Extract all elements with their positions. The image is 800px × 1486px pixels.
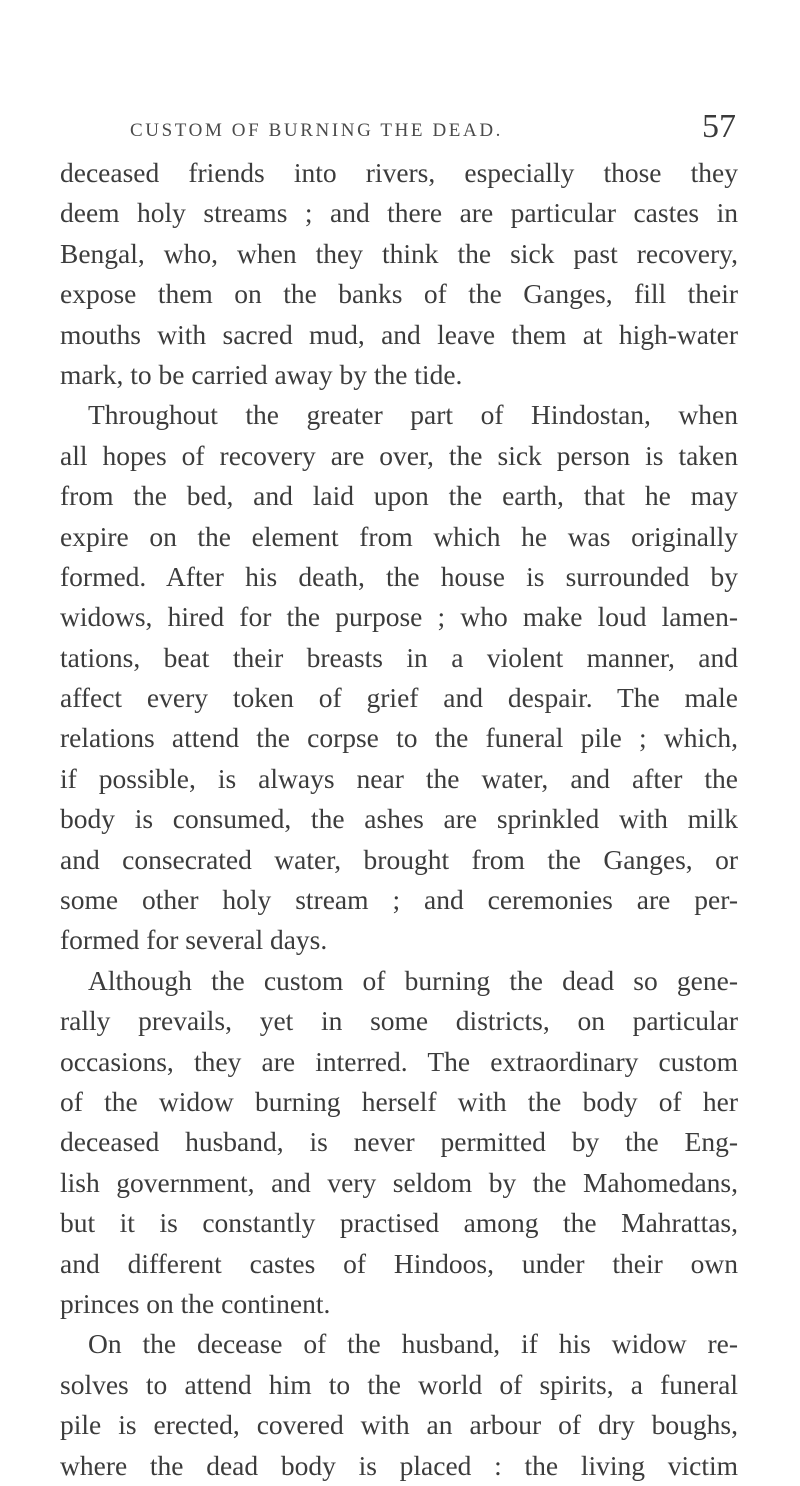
text-line: and different castes of Hindoos, under their own — [60, 1247, 738, 1279]
text-line: affect every token of grief and despair. The male — [60, 682, 738, 714]
text-line: expose them on the banks of the Ganges, fill their — [60, 278, 738, 310]
text-line: On the decease of the husband, if his widow re- — [88, 1328, 738, 1360]
text-line: Throughout the greater part of Hindostan, when — [88, 399, 738, 431]
text-line: expire on the element from which he was originally — [60, 520, 738, 552]
text-line: and consecrated water, brought from the Ganges, or — [60, 843, 738, 875]
text-line: deceased husband, is never permitted by the Eng- — [60, 1126, 738, 1158]
text-line: deem holy streams ; and there are particular castes in — [60, 197, 738, 229]
running-title: CUSTOM OF BURNING THE DEAD. — [130, 120, 503, 141]
text-line: where the dead body is placed : the living victim — [60, 1449, 738, 1481]
text-line: but it is constantly practised among the Mahrattas, — [60, 1207, 738, 1239]
text-line: mouths with sacred mud, and leave them at high-water — [60, 318, 738, 350]
body-text — [60, 153, 738, 1486]
text-line: formed for several days. — [60, 924, 328, 956]
text-line: relations attend the corpse to the funeral pile ; which, — [60, 722, 738, 754]
text-line: if possible, is always near the water, and after the — [60, 762, 738, 794]
text-line: body is consumed, the ashes are sprinkled with milk — [60, 803, 738, 835]
text-line: all hopes of recovery are over, the sick person is taken — [60, 439, 738, 471]
text-line: lish government, and very seldom by the Mahomedans, — [60, 1166, 738, 1198]
text-line: tations, beat their breasts in a violent manner, and — [60, 641, 738, 673]
text-line: pile is erected, covered with an arbour of dry boughs, — [60, 1409, 738, 1441]
text-line: solves to attend him to the world of spirits, a funeral — [60, 1368, 738, 1400]
text-line: widows, hired for the purpose ; who make loud lamen- — [60, 601, 738, 633]
text-line: formed. After his death, the house is surrounded by — [60, 560, 738, 592]
text-line: mark, to be carried away by the tide. — [60, 358, 463, 390]
text-line: Bengal, who, when they think the sick past recovery, — [60, 237, 738, 269]
page-number: 57 — [702, 108, 736, 145]
text-line: deceased friends into rivers, especially those they — [60, 157, 738, 188]
text-line: some other holy stream ; and ceremonies are per- — [60, 884, 738, 916]
text-line: rally prevails, yet in some districts, on particular — [60, 1005, 738, 1037]
text-line: of the widow burning herself with the body of her — [60, 1085, 738, 1117]
text-line: Although the custom of burning the dead so gene- — [88, 964, 738, 996]
running-head — [130, 108, 736, 148]
text-line: from the bed, and laid upon the earth, that he may — [60, 480, 738, 512]
text-line: occasions, they are interred. The extraordinary custom — [60, 1045, 738, 1077]
text-line: princes on the continent. — [60, 1287, 331, 1319]
